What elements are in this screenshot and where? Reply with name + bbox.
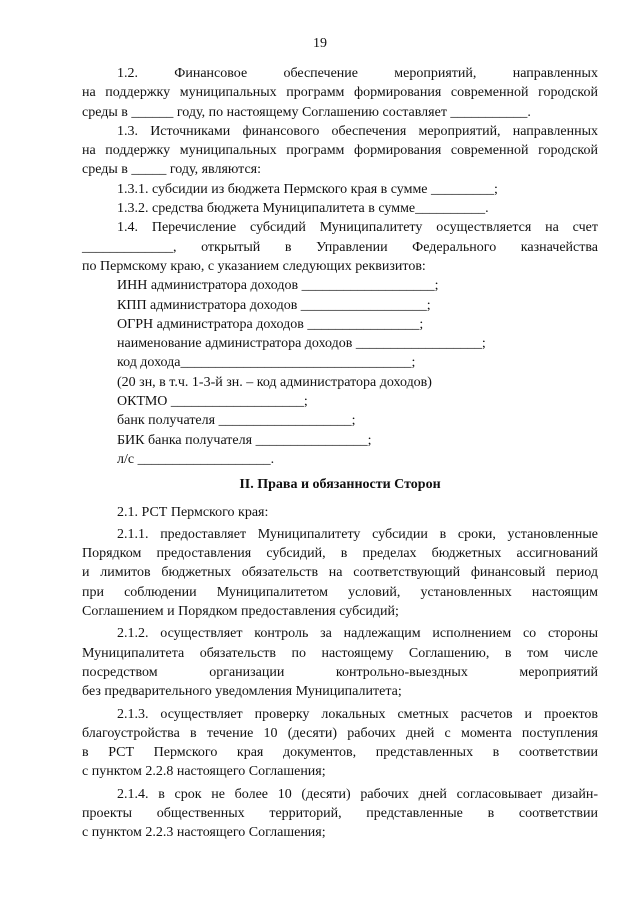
paragraph-2-1-2-line-2: Муниципалитета обязательств по настоящему Соглашению, в том числе — [82, 645, 598, 661]
paragraph-1-3-1: 1.3.1. субсидии из бюджета Пермского края в сумме _________; — [117, 181, 498, 197]
paragraph-1-4-line-3: по Пермскому краю, с указанием следующих реквизитов: — [82, 258, 426, 274]
paragraph-2-1-4-line-1: 2.1.4. в срок не более 10 (десяти) рабочих дней согласовывает дизайн- — [117, 786, 598, 802]
paragraph-1-4-line-1: 1.4. Перечисление субсидий Муниципалитету осуществляется на счет — [117, 220, 598, 236]
requisite-account: л/с ___________________. — [117, 451, 275, 467]
paragraph-2-1-1-line-4: при соблюдении Муниципалитетом условий, установленных настоящим — [82, 584, 598, 600]
document-body — [82, 64, 598, 843]
word: контрольно-выездных — [335, 664, 468, 680]
paragraph-2-1-4-line-3: с пунктом 2.2.3 настоящего Соглашения; — [82, 825, 326, 841]
paragraph-1-3-line-2: на поддержку муниципальных программ формирования современной городской — [82, 143, 598, 159]
paragraph-2-1-2-line-1: 2.1.2. осуществляет контроль за надлежащим исполнением со стороны — [117, 626, 598, 642]
word: Управлении — [316, 239, 388, 255]
paragraph-2-1-1-line-2: Порядком предоставления субсидий, в пределах бюджетных ассигнований — [82, 546, 598, 562]
paragraph-1-3 — [82, 122, 598, 180]
requisite-oktmo: ОКТМО ___________________; — [117, 394, 308, 410]
requisite-income-code: код дохода_________________________________; — [117, 355, 416, 371]
paragraph-2-1-3-line-4: с пунктом 2.2.8 настоящего Соглашения; — [82, 764, 326, 780]
word: Федерального — [412, 239, 497, 255]
requisite-ogrn: ОГРН администратора доходов ________________; — [117, 316, 424, 332]
paragraph-2-1-2-line-3 — [82, 663, 598, 682]
section-2-heading: II. Права и обязанности Сторон — [239, 477, 441, 493]
paragraph-2-1-3-line-2: благоустройства в течение 10 (десяти) рабочих дней с момента поступления — [82, 725, 598, 741]
word: _____________, — [82, 239, 177, 255]
word: открытый — [201, 239, 261, 255]
paragraph-2-1-1-line-5: Соглашением и Порядком предоставления субсидий; — [82, 604, 399, 620]
word: направленных — [512, 66, 598, 81]
word: 1.2. — [117, 66, 138, 81]
paragraph-1-2 — [82, 64, 598, 122]
paragraph-2-1-3 — [82, 705, 598, 782]
paragraph-2-1-1-line-1: 2.1.1. предоставляет Муниципалитету субсидии в сроки, установленные — [117, 526, 598, 542]
paragraph-2-1-4-line-2: проекты общественных территорий, представленные в соответствии — [82, 805, 598, 821]
requisite-kpp: КПП администратора доходов __________________; — [117, 297, 431, 313]
word: казначейства — [520, 239, 598, 255]
paragraph-1-2-line-3: среды в ______ году, по настоящему Соглашению составляет ___________. — [82, 104, 531, 120]
word: обеспечение — [283, 66, 358, 81]
word: Финансовое — [174, 66, 248, 81]
paragraph-2-1-1-line-3: и лимитов бюджетных обязательств на соответствующий финансовый период — [82, 565, 598, 581]
paragraph-1-4-line-2 — [82, 238, 598, 257]
word: посредством — [82, 664, 158, 680]
word: мероприятий, — [394, 66, 477, 81]
requisite-admin-name: наименование администратора доходов __________________; — [117, 336, 486, 352]
paragraph-2-1-3-line-3: в РСТ Пермского края документов, представленных в соответствии — [82, 745, 598, 761]
page-number: 19 — [313, 36, 327, 51]
paragraph-2-1: 2.1. РСТ Пермского края: — [117, 504, 269, 520]
paragraph-2-1-2-line-4: без предварительного уведомления Муниципалитета; — [82, 684, 402, 700]
requisite-bik: БИК банка получателя ________________; — [117, 432, 372, 448]
paragraph-1-2-line-1 — [82, 64, 598, 83]
requisites-list — [82, 276, 598, 469]
requisite-inn: ИНН администратора доходов ___________________; — [117, 278, 439, 294]
paragraph-1-3-line-3: среды в _____ году, являются: — [82, 162, 261, 178]
word: организации — [209, 664, 285, 680]
requisite-income-code-note: (20 зн, в т.ч. 1-3-й зн. – код администратора доходов) — [117, 374, 432, 390]
paragraph-2-1-1 — [82, 525, 598, 621]
paragraph-2-1-4 — [82, 785, 598, 843]
requisite-bank: банк получателя ___________________; — [117, 413, 356, 429]
paragraph-1-2-line-2: на поддержку муниципальных программ формирования современной городской — [82, 85, 598, 101]
paragraph-1-3-line-1: 1.3. Источниками финансового обеспечения мероприятий, направленных — [117, 123, 598, 139]
word: мероприятий — [519, 664, 598, 680]
word: в — [284, 239, 292, 255]
paragraph-2-1-3-line-1: 2.1.3. осуществляет проверку локальных сметных расчетов и проектов — [117, 706, 598, 722]
paragraph-2-1-2 — [82, 624, 598, 701]
paragraph-1-4 — [82, 218, 598, 276]
paragraph-1-3-2: 1.3.2. средства бюджета Муниципалитета в сумме__________. — [117, 201, 489, 217]
